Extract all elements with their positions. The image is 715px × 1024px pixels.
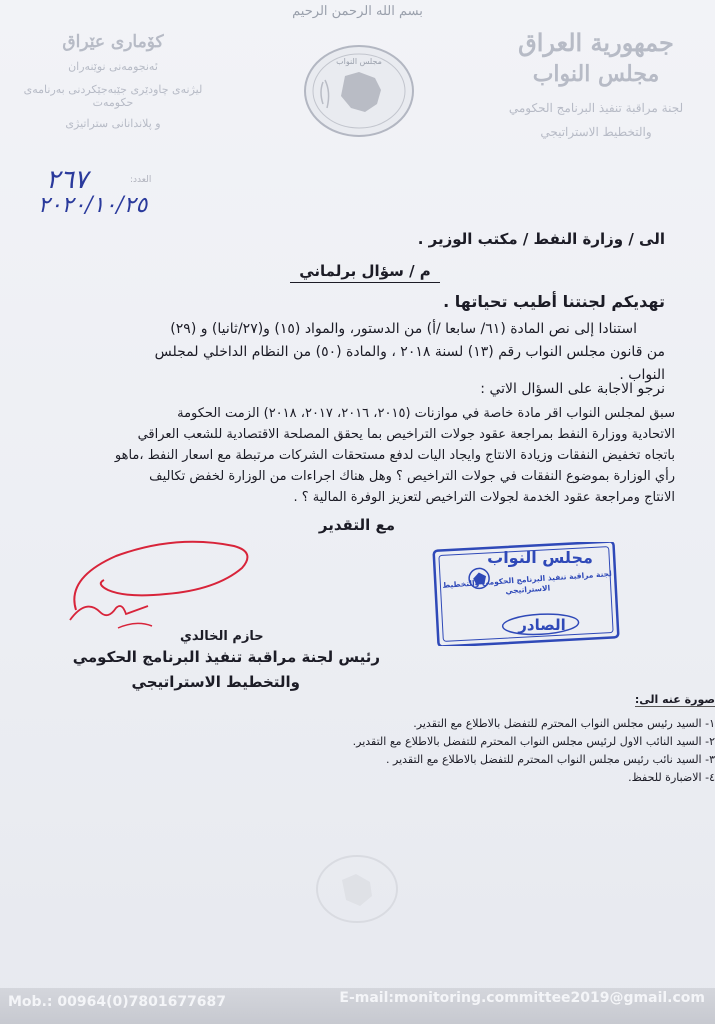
reference-date: ٢٠٢٠/١٠/٢٥ xyxy=(38,193,148,218)
signatory-title: رئيس لجنة مراقبة تنفيذ البرنامج الحكومي xyxy=(72,648,380,666)
letterhead-arabic xyxy=(491,28,701,139)
question-line: باتجاه تخفيض النفقات وزيادة الانتاج وايجاد اليات لدفع مستحقات الشركات مرتبطة مع اسعار النفط ،ماهو xyxy=(114,448,675,463)
cc-list xyxy=(115,716,715,788)
legal-basis-line: استنادا إلى نص المادة (٦١/ سابعا /أ) من الدستور، والمواد (١٥) و(٢٧/ثانيا) و (٢٩) xyxy=(170,321,637,337)
letterhead-kurdish xyxy=(8,32,218,130)
watermark-emblem xyxy=(312,852,402,927)
stamp-status: الصادر xyxy=(518,616,566,634)
cc-item: ٤- الاضبارة للحفظ. xyxy=(628,771,715,784)
letterhead-kurdish-council: ئه‌نجومه‌نی نوێنه‌ران xyxy=(68,60,158,73)
stamp-title: مجلس النواب xyxy=(487,548,593,567)
legal-basis-line: من قانون مجلس النواب رقم (١٣) لسنة ٢٠١٨ ، والمادة (٥٠) من النظام الداخلي لمجلس xyxy=(154,344,665,360)
letterhead-committee-2: والتخطيط الاستراتيجي xyxy=(540,125,652,139)
parliament-seal xyxy=(301,42,417,140)
stamp-subtitle: لجنة مراقبة تنفيذ البرنامج الحكومي والتخطيط الاستراتيجي xyxy=(442,569,613,596)
question-intro: نرجو الاجابة على السؤال الاتي : xyxy=(480,381,665,397)
letterhead-kurdish-country: كۆماری عێراق xyxy=(62,32,164,52)
letterhead-kurdish-committee-2: و پلاندانانی ستراتیژی xyxy=(65,117,161,130)
reference-number-label: العدد: xyxy=(130,175,152,185)
reference-number: ٢٦٧ xyxy=(46,165,88,195)
legal-basis-line: النواب . xyxy=(619,367,665,383)
question-line: الاتحادية ووزارة النفط بمراجعة عقود جولات التراخيص بما يحقق المصلحة الاقتصادية للشعب العراقي xyxy=(137,427,675,442)
signatory-name: حازم الخالدي xyxy=(180,629,264,644)
question-line: سبق لمجلس النواب اقر مادة خاصة في موازنات (٢٠١٥، ٢٠١٦، ٢٠١٧، ٢٠١٨) الزمت الحكومة xyxy=(177,406,675,421)
cc-item: ١- السيد رئيس مجلس النواب المحترم للتفضل بالاطلاع مع التقدير. xyxy=(413,717,715,730)
seal-label: مجلس النواب xyxy=(336,57,382,66)
cc-heading: صورة عنه الى: xyxy=(634,693,715,706)
footer-mobile: Mob.: 00964(0)7801677687 xyxy=(8,994,227,1010)
recipient-line: الى / وزارة النفط / مكتب الوزير . xyxy=(417,230,665,248)
cc-item: ٣- السيد نائب رئيس مجلس النواب المحترم للتفضل بالاطلاع مع التقدير . xyxy=(386,753,715,766)
question-paragraph xyxy=(25,403,675,508)
signatory-title-2: والتخطيط الاستراتيجي xyxy=(131,673,300,691)
footer-email: E-mail:monitoring.committee2019@gmail.com xyxy=(339,990,705,1006)
letterhead-council: مجلس النواب xyxy=(532,61,660,87)
basmala: بسم الله الرحمن الرحيم xyxy=(292,4,423,19)
reference-block xyxy=(38,165,238,218)
question-line: الانتاج ومراجعة عقود الخدمة لجولات التراخيص لتعزيز الوفرة المالية ؟ . xyxy=(293,490,675,505)
letterhead-kurdish-committee: لیژنه‌ی چاودێری جێبه‌جێکردنی به‌رنامه‌ی حکومه‌ت xyxy=(23,83,203,109)
letterhead-committee: لجنة مراقبة تنفيذ البرنامج الحكومي xyxy=(508,101,684,115)
legal-basis-paragraph xyxy=(25,318,665,387)
subject-line: م / سؤال برلماني xyxy=(290,262,440,283)
closing-regards: مع التقدير xyxy=(318,516,395,534)
question-line: رأي الوزارة بموضوع النفقات في جولات التراخيص ؟ وهل هناك اجراءات من الوزارة لخفض تكاليف xyxy=(149,469,675,484)
letterhead-country: جمهورية العراق xyxy=(518,28,674,57)
greeting: تهديكم لجنتنا أطيب تحياتها . xyxy=(443,292,665,311)
cc-item: ٢- السيد النائب الاول لرئيس مجلس النواب المحترم للتفضل بالاطلاع مع التقدير. xyxy=(352,735,715,748)
handwritten-signature xyxy=(56,528,266,638)
